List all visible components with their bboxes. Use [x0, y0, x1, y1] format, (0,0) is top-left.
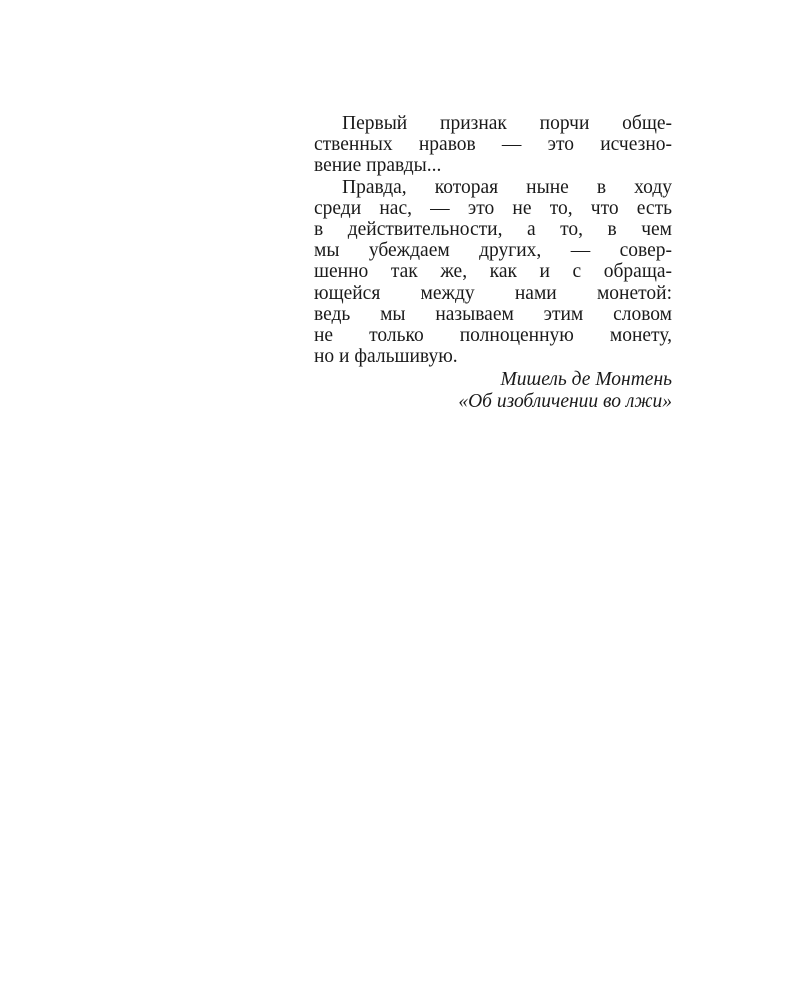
text-line: Первый признак порчи обще-: [342, 113, 672, 134]
epigraph-paragraph-2: [314, 177, 672, 368]
epigraph-author: Мишель де Монтень: [500, 369, 672, 391]
epigraph-source: «Об изобличении во лжи»: [458, 390, 672, 412]
epigraph-paragraph-1: [314, 113, 672, 177]
text-line: среди нас, — это не то, что есть: [314, 197, 672, 219]
text-line: в действительности, а то, в чем: [314, 219, 672, 241]
text-line: не только полноценную монету,: [314, 325, 672, 347]
epigraph-attribution: [314, 369, 672, 411]
epigraph: [314, 113, 672, 412]
text-line: ющейся между нами монетой:: [314, 282, 672, 304]
text-line: ственных нравов — это исчезно-: [314, 134, 672, 156]
text-line: шенно так же, как и с обраща-: [314, 261, 672, 283]
text-line: но и фальшивую.: [314, 346, 458, 368]
text-line: мы убеждаем других, — совер-: [314, 240, 672, 262]
text-line: ведь мы называем этим словом: [314, 303, 672, 325]
text-line: вение правды...: [314, 155, 442, 177]
text-line: Правда, которая ныне в ходу: [342, 176, 672, 198]
